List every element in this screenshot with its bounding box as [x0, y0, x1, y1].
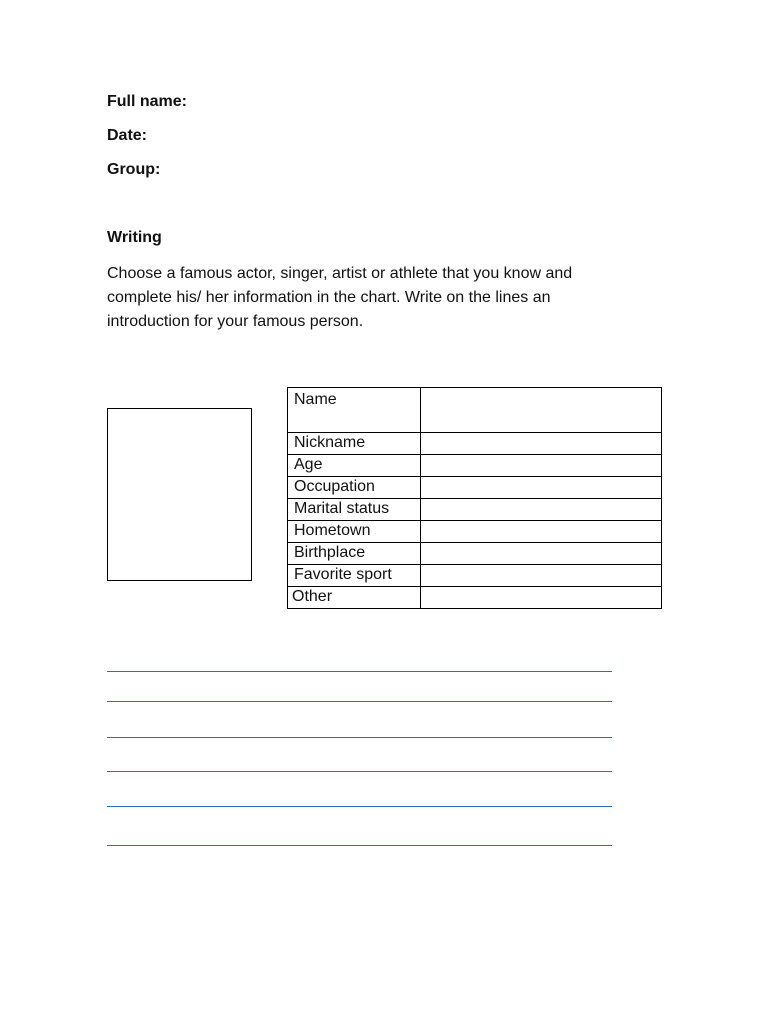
group-label: Group: [107, 161, 161, 178]
row-label: Occupation [288, 477, 421, 499]
row-label: Other [288, 587, 421, 609]
row-label: Age [288, 455, 421, 477]
writing-line[interactable] [107, 737, 612, 738]
instructions-text: Choose a famous actor, singer, artist or athlete that you know and complete his/ her information in the chart. Write on the lines an introduction for your famous person. [107, 265, 573, 330]
row-label: Name [288, 388, 421, 433]
photo-box[interactable] [107, 408, 252, 581]
row-label: Birthplace [288, 543, 421, 565]
date-label: Date: [107, 127, 148, 144]
row-value-field[interactable] [421, 565, 662, 587]
row-value-field[interactable] [421, 477, 662, 499]
row-value-field[interactable] [421, 521, 662, 543]
writing-line[interactable] [107, 771, 612, 772]
row-value-field[interactable] [421, 543, 662, 565]
table-row [288, 455, 662, 477]
table-row [288, 543, 662, 565]
row-label: Favorite sport [288, 565, 421, 587]
writing-line[interactable] [107, 806, 612, 807]
table-row [288, 587, 662, 609]
writing-line[interactable] [107, 671, 612, 672]
row-value-field[interactable] [421, 433, 662, 455]
row-value-field[interactable] [421, 455, 662, 477]
table-row [288, 477, 662, 499]
table-row [288, 433, 662, 455]
section-title: Writing [107, 229, 162, 246]
row-value-field[interactable] [421, 388, 662, 433]
table-row [288, 499, 662, 521]
table-row [288, 521, 662, 543]
info-table [287, 387, 662, 609]
row-label: Marital status [288, 499, 421, 521]
row-label: Hometown [288, 521, 421, 543]
table-row [288, 388, 662, 433]
row-value-field[interactable] [421, 587, 662, 609]
full-name-label: Full name: [107, 93, 188, 110]
table-row [288, 565, 662, 587]
row-label: Nickname [288, 433, 421, 455]
writing-line[interactable] [107, 701, 612, 702]
row-value-field[interactable] [421, 499, 662, 521]
writing-line[interactable] [107, 845, 612, 846]
